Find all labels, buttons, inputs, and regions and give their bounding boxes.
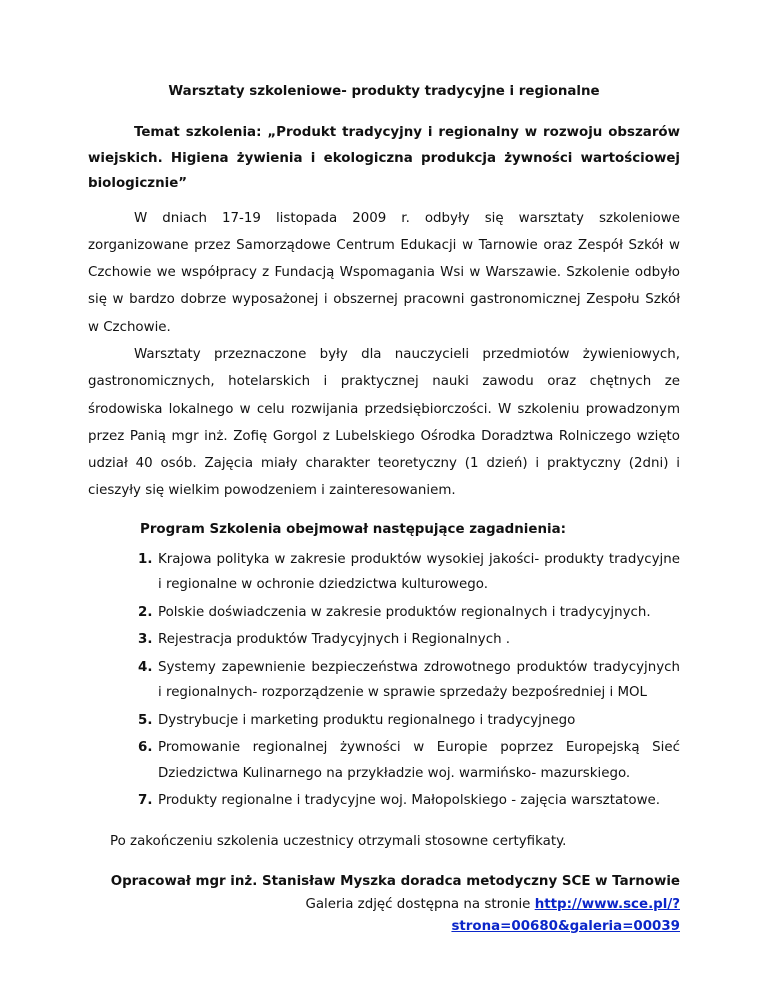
- list-item-number: 3.: [138, 632, 153, 648]
- list-item-text: Rejestracja produktów Tradycyjnych i Regionalnych .: [158, 632, 511, 648]
- gallery-line: [88, 894, 680, 938]
- gallery-prefix: Galeria zdjęć dostępna na stronie: [305, 896, 531, 912]
- list-item: [138, 708, 680, 734]
- author-credit: Opracował mgr inż. Stanisław Myszka doradca metodyczny SCE w Tarnowie: [110, 873, 680, 889]
- list-item-number: 6.: [138, 740, 153, 756]
- program-heading: Program Szkolenia obejmował następujące zagadnienia:: [140, 521, 566, 537]
- list-item-number: 1.: [138, 551, 153, 567]
- list-item-text: Systemy zapewnienie bezpieczeństwa zdrowotnego produktów tradycyjnych i regionalnych- rozporządzenie w sprawie sprzedaży bezpośredniej i MOL: [158, 659, 680, 701]
- list-item: [138, 627, 680, 653]
- document-title: Warsztaty szkoleniowe- produkty tradycyjne i regionalne: [168, 84, 600, 99]
- training-topic: Temat szkolenia: „Produkt tradycyjny i regionalny w rozwoju obszarów wiejskich. Higiena żywienia i ekologiczna produkcja żywności wartościowej biologicznie”: [88, 125, 680, 191]
- list-item-text: Dystrybucje i marketing produktu regionalnego i tradycyjnego: [158, 712, 576, 728]
- list-item-text: Polskie doświadczenia w zakresie produktów regionalnych i tradycyjnych.: [158, 604, 651, 620]
- program-list: [88, 547, 680, 814]
- list-item: [138, 600, 680, 626]
- paragraph-intro: W dniach 17-19 listopada 2009 r. odbyły się warsztaty szkoleniowe zorganizowane przez Samorządowe Centrum Edukacji w Tarnowie oraz Zespół Szkół w Czchowie we współpracy z Fundacją Wspomagania Wsi w Warszawie. Szkolenie odbyło się w bardzo dobrze wyposażonej i obszernej pracowni gastronomicznej Zespołu Szkół w Czchowie.: [88, 210, 680, 335]
- list-item: [138, 547, 680, 598]
- list-item-text: Promowanie regionalnej żywności w Europie poprzez Europejską Sieć Dziedzictwa Kulinarnego na przykładzie woj. warmińsko- mazurskiego.: [158, 740, 680, 781]
- list-item: [138, 655, 680, 706]
- list-item-number: 4.: [138, 659, 153, 675]
- list-item-number: 2.: [138, 604, 153, 620]
- list-item-number: 7.: [138, 793, 153, 809]
- list-item-text: Produkty regionalne i tradycyjne woj. Małopolskiego - zajęcia warsztatowe.: [158, 793, 661, 809]
- list-item: [138, 735, 680, 786]
- list-item-number: 5.: [138, 712, 153, 728]
- closing-statement: Po zakończeniu szkolenia uczestnicy otrzymali stosowne certyfikaty.: [110, 833, 567, 849]
- list-item-text: Krajowa polityka w zakresie produktów wysokiej jakości- produkty tradycyjne i regionalne w ochronie dziedzictwa kulturowego.: [158, 551, 680, 593]
- list-item: [138, 788, 680, 814]
- gallery-link[interactable]: http://www.sce.pl/?strona=00680&galeria=00039: [451, 896, 680, 934]
- paragraph-participants: Warsztaty przeznaczone były dla nauczycieli przedmiotów żywieniowych, gastronomicznych, hotelarskich i praktycznej nauki zawodu oraz chętnych ze środowiska lokalnego w celu rozwijania przedsiębiorczości. W szkoleniu prowadzonym przez Panią mgr inż. Zofię Gorgol z Lubelskiego Ośrodka Doradztwa Rolniczego wzięto udział 40 osób. Zajęcia miały charakter teoretyczny (1 dzień) i praktyczny (2dni) i cieszyły się wielkim powodzeniem i zainteresowaniem.: [88, 346, 680, 499]
